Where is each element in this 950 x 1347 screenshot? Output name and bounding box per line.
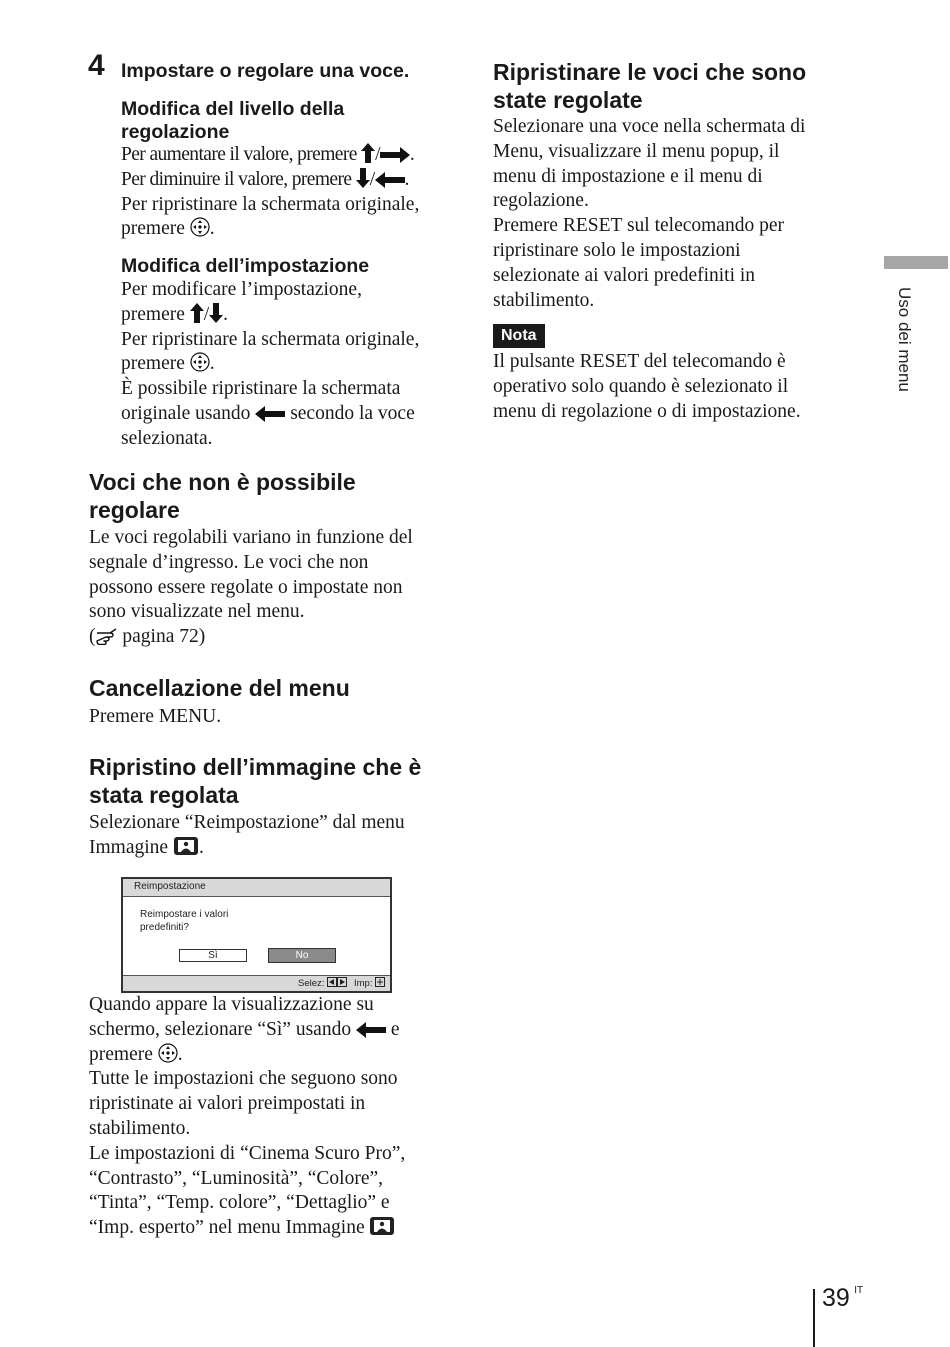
dialog-title: Reimpostazione [134, 881, 206, 892]
side-tab-bar [884, 256, 948, 269]
dialog-message: Reimpostare i valori predefiniti? [140, 909, 229, 933]
dialog-footer [123, 975, 390, 991]
page-reference: ( pagina 72) [89, 626, 206, 648]
livello-text: Per aumentare il valore, premere / . Per diminuire il valore, premere / . Per ripristinare la schermata originale, premere . [121, 144, 420, 240]
heading-ripristino-immagine: Ripristino dell’immagine che è stata regolata [89, 754, 422, 808]
arrow-left-icon [375, 172, 405, 188]
dialog-no-button[interactable]: No [268, 948, 336, 963]
arrow-left-icon [356, 1022, 386, 1038]
arrow-left-icon [255, 406, 285, 422]
dialog-yes-button[interactable]: Sì [179, 949, 247, 962]
arrow-down-icon [356, 168, 370, 188]
enter-key-icon [375, 977, 385, 987]
enter-button-icon [190, 217, 210, 237]
page-number: 39 $^{IT}$ [822, 1284, 864, 1312]
nota-text: Il pulsante RESET del telecomando è operativo solo quando è selezionato il menu di regolazione o di impostazione. [493, 351, 801, 422]
impostazione-text: Per modificare l’impostazione, premere / . Per ripristinare la schermata originale, premere . È possibile ripristinare la schermata originale usando secondo la voce selezionata. [121, 279, 420, 449]
page-number-divider [813, 1289, 815, 1347]
ripristino-text: Selezionare “Reimpostazione” dal menu Immagine . [89, 812, 405, 858]
cancellazione-text: Premere MENU. [89, 706, 222, 727]
enter-button-icon [158, 1043, 178, 1063]
heading-ripristinare-voci: Ripristinare le voci che sono state regolate [493, 59, 807, 113]
nota-label: Nota [493, 324, 545, 348]
step-number: 4 [88, 49, 105, 82]
reset-dialog [121, 877, 392, 993]
footer-select-hint: Selez: [298, 977, 347, 989]
arrow-up-icon [361, 143, 375, 163]
heading-cancellazione: Cancellazione del menu [89, 675, 350, 701]
arrow-right-icon [380, 147, 410, 163]
enter-button-icon [190, 352, 210, 372]
step-title: Impostare o regolare una voce. [121, 60, 410, 82]
picture-menu-icon [369, 1216, 395, 1236]
footer-enter-hint: Imp: [354, 977, 385, 989]
heading-voci-non-regolabili: Voci che non è possibile regolare [89, 469, 356, 523]
picture-menu-icon [173, 836, 199, 856]
voci-text: Le voci regolabili variano in funzione del segnale d’ingresso. Le voci che non possono essere regolate o impostate non sono visualizzate nel menu. ( pagina 72) [89, 526, 413, 650]
subheading-livello: Modifica del livello della regolazione [121, 98, 345, 143]
side-tab-label: Uso dei menu [895, 287, 914, 392]
arrow-up-icon [190, 303, 204, 323]
after-dialog-text: Quando appare la visualizzazione su schermo, selezionare “Sì” usando e premere . Tutte le impostazioni che seguono sono ripristinate ai valori preimpostati in stabilimento. Le impostazioni di “Cinema Scuro Pro”, “Contrasto”, “Luminosità”, “Colore”, “Tinta”, “Temp. colore”, “Dettaglio” e “Imp. esperto” nel menu Immagine [89, 994, 406, 1239]
ripristinare-voci-text: Selezionare una voce nella schermata di Menu, visualizzare il menu popup, il menu di impostazione e il menu di regolazione. Premere RESET sul telecomando per ripristinare solo le impostazioni selezionate ai valori predefiniti in stabilimento. [493, 116, 806, 311]
arrow-down-icon [209, 303, 223, 323]
dialog-header [123, 879, 390, 897]
subheading-impostazione: Modifica dell’impostazione [121, 255, 370, 277]
pointing-hand-icon [96, 627, 118, 645]
left-right-keys-icon [327, 977, 347, 987]
